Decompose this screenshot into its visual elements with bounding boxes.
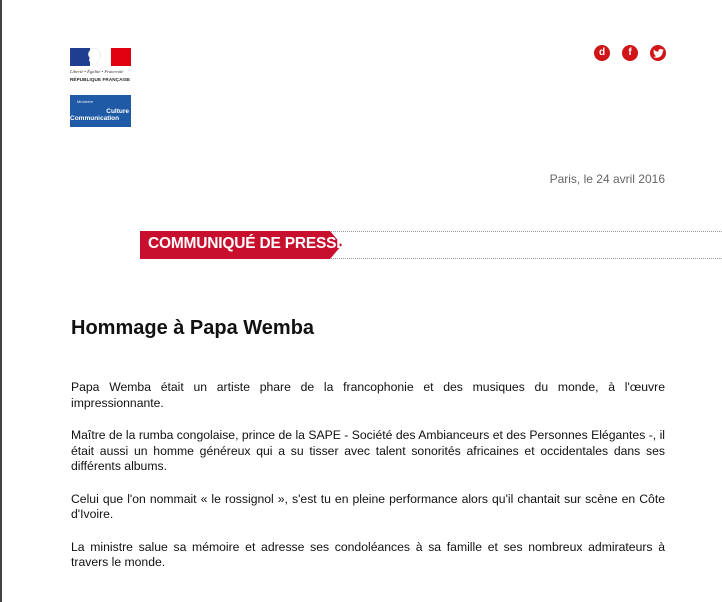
paragraph: Papa Wemba était un artiste phare de la francophonie et des musiques du monde, à l'œuvre impressionnante.: [71, 380, 665, 410]
paragraph: Celui que l'on nommait « le rossignol », s'est tu en pleine performance alors qu'il chantait sur scène en Côte d'Ivoire.: [71, 491, 665, 521]
article-title: Hommage à Papa Wemba: [71, 317, 315, 339]
left-border: [0, 0, 2, 602]
paragraph: La ministre salue sa mémoire et adresse ses condoléances à sa famille et ses nombreux admirateurs à travers le monde.: [71, 539, 665, 569]
marianne-logo: [70, 48, 132, 86]
motto: Liberté • Égalité • Fraternité: [70, 69, 124, 74]
ministry-culture-label: Culture: [106, 108, 129, 115]
republique-francaise: RÉPUBLIQUE FRANÇAISE: [70, 77, 131, 82]
facebook-icon[interactable]: f: [622, 45, 638, 61]
social-links: [594, 45, 666, 61]
marianne-profile-icon: [84, 48, 106, 66]
ministry-small-label: Ministère: [77, 99, 94, 104]
paragraph: Maître de la rumba congolaise, prince de la SAPE - Société des Ambianceurs et des Personnes Elégantes -, il était aussi un homme généreux qui a su tisser avec talent sonorités africaines et occidentales dans ses différents albums.: [71, 428, 665, 473]
press-release-banner: [140, 231, 347, 259]
ministry-logo: [70, 95, 131, 127]
banner-label: COMMUNIQUÉ DE PRESSE: [148, 235, 347, 252]
press-date: Paris, le 24 avril 2016: [549, 172, 665, 186]
twitter-icon[interactable]: [650, 45, 666, 61]
ministry-communication-label: Communication: [70, 115, 120, 122]
article-body: [71, 380, 665, 588]
dailymotion-icon[interactable]: d: [594, 45, 610, 61]
